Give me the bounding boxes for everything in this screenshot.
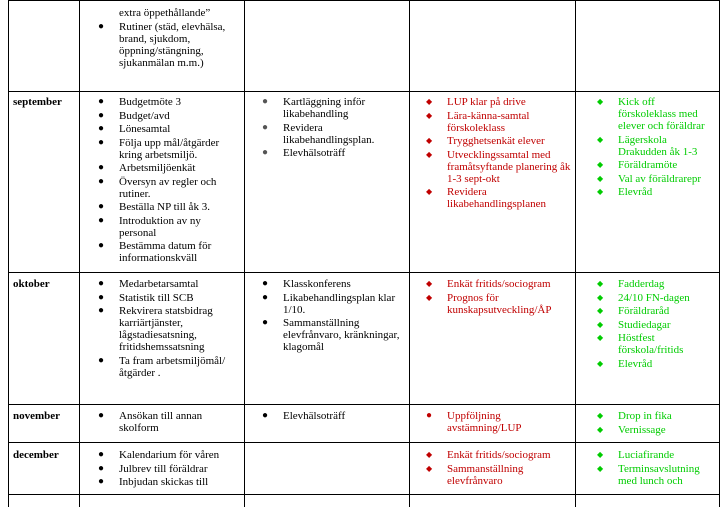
list-item: ◆ Drop in fika	[597, 410, 715, 422]
list-item: ● Medarbetarsamtal	[98, 278, 240, 290]
list-item: ● Kartläggning inför likabehandling	[262, 96, 402, 120]
list-item: ● Ta fram arbetsmiljömål/åtgärder .	[98, 355, 240, 379]
students-list	[262, 278, 404, 355]
classes-list	[426, 449, 571, 488]
list-item: ◆ Lägerskola Drakudden åk 1-3	[597, 134, 715, 158]
classes-list	[426, 96, 571, 212]
list-item: ● Översyn av regler och rutiner.	[98, 176, 240, 200]
list-item: ◆ LUP klar på drive	[426, 96, 571, 108]
list-item: ● Elevhälsoträff	[262, 147, 402, 159]
list-item: ● Budgetmöte 3	[98, 96, 240, 108]
col-divider	[8, 0, 9, 507]
list-item: extra öppethållande”	[119, 7, 211, 19]
month-label: november	[13, 410, 61, 422]
parents-list	[597, 410, 715, 437]
list-item: ◆ Sammanställning elevfrånvaro	[426, 463, 571, 487]
list-item: ● Julbrev till föräldrar	[98, 463, 240, 475]
list-item: ◆ 24/10 FN-dagen	[597, 292, 715, 304]
admin-list	[98, 410, 240, 436]
list-item: ◆ Höstfest förskola/fritids	[597, 332, 715, 356]
col-divider	[575, 0, 576, 507]
list-item: ◆ Fadderdag	[597, 278, 715, 290]
list-item: ◆ Enkät fritids/sociogram	[426, 278, 571, 290]
list-item: ◆ Föräldramöte	[597, 159, 715, 171]
list-item: ◆ Terminsavslutning med lunch och	[597, 463, 715, 487]
parents-list	[597, 278, 715, 371]
row-divider	[8, 272, 720, 273]
month-label: december	[13, 449, 59, 461]
list-item: ◆ Trygghetsenkät elever	[426, 135, 571, 147]
list-item: ● Statistik till SCB	[98, 292, 240, 304]
list-item: ● Ansökan till annan skolform	[98, 410, 240, 434]
row-divider	[8, 404, 720, 405]
list-item: ● Sammanställning elevfrånvaro, kränkningar, klagomål	[262, 317, 404, 353]
list-item: ● Lönesamtal	[98, 123, 240, 135]
list-item: ● Kalendarium för våren	[98, 449, 240, 461]
list-item: ● Likabehandlingsplan klar 1/10.	[262, 292, 404, 316]
col-divider	[409, 0, 410, 507]
list-item: ● Bestämma datum för informationskväll	[98, 240, 240, 264]
list-item: ◆ Prognos för kunskapsutveckling/ÅP	[426, 292, 571, 316]
row-divider	[8, 494, 720, 495]
row-divider	[8, 442, 720, 443]
row-divider	[8, 0, 720, 1]
list-item: ● Följa upp mål/åtgärder kring arbetsmiljö.	[98, 137, 240, 161]
list-item: ◆ Val av föräldrarepr	[597, 173, 715, 185]
list-item: ● Klasskonferens	[262, 278, 404, 290]
admin-list	[98, 96, 240, 266]
classes-list	[426, 410, 571, 436]
students-list	[262, 96, 402, 161]
list-item: ◆ Lära-känna-samtal förskoleklass	[426, 110, 571, 134]
list-item: ● Introduktion av ny personal	[98, 215, 240, 239]
list-item: ● Arbetsmiljöenkät	[98, 162, 240, 174]
students-list	[262, 410, 404, 424]
list-item: ● Rutiner (städ, elevhälsa, brand, sjukdom, öppning/stängning, sjukanmälan m.m.)	[98, 21, 238, 69]
list-item: ● Revidera likabehandlingsplan.	[262, 122, 402, 146]
list-item: ● Elevhälsoträff	[262, 410, 404, 422]
list-item: ◆ Elevråd	[597, 358, 715, 370]
col-divider	[79, 0, 80, 507]
parents-list	[597, 96, 715, 200]
col-divider	[719, 0, 720, 507]
classes-list	[426, 278, 571, 317]
list-item: ◆ Revidera likabehandlingsplanen	[426, 186, 571, 210]
parents-list	[597, 449, 715, 488]
list-item: ● Budget/avd	[98, 110, 240, 122]
list-item: ◆ Studiedagar	[597, 319, 715, 331]
admin-list	[98, 7, 238, 70]
list-item: ◆ Kick off förskoleklass med elever och föräldrar	[597, 96, 715, 132]
col-divider	[244, 0, 245, 507]
list-item: ◆ Elevråd	[597, 186, 715, 198]
calendar-table	[8, 0, 720, 507]
list-item: ◆ Luciafirande	[597, 449, 715, 461]
month-label: september	[13, 96, 62, 108]
month-label: oktober	[13, 278, 50, 290]
list-item: ● Uppföljning avstämning/LUP	[426, 410, 571, 434]
admin-list	[98, 449, 240, 490]
admin-list	[98, 278, 240, 380]
list-item: ● Inbjudan skickas till	[98, 476, 240, 488]
list-item: ◆ Utvecklingssamtal med framåtsyftande planering åk 1-3 sept-okt	[426, 149, 571, 185]
row-divider	[8, 91, 720, 92]
list-item: ◆ Vernissage	[597, 424, 715, 436]
list-item: ● Beställa NP till åk 3.	[98, 201, 240, 213]
list-item: ● Rekvirera statsbidrag karriärtjänster, lågstadiesatsning, fritidshemssatsning	[98, 305, 240, 353]
list-item: ◆ Enkät fritids/sociogram	[426, 449, 571, 461]
list-item: ◆ Föräldraråd	[597, 305, 715, 317]
